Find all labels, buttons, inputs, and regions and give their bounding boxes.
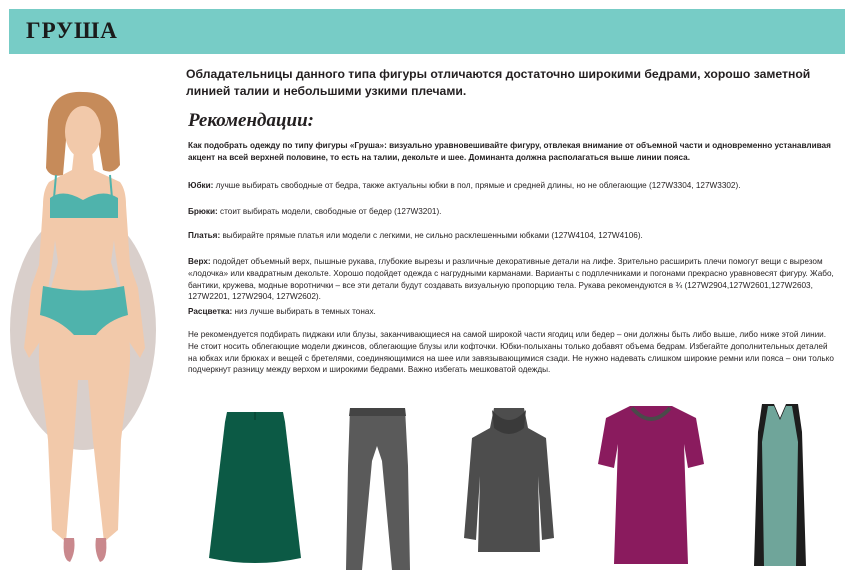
avoid-advice: Не рекомендуется подбирать пиджаки или блузы, заканчивающиеся на самой широкой части ягодиц или бедер – они должны быть либо выше, либо ниже этой линии. Не стоит носить облегающие модели джинсов, облегающие блузы или кофточки. Юбки-полыханы только добавят объема бедрам. Избегайте дополнительных деталей на юбках или брюках и вещей с бретелями, соединяющимися на шее или завязывающимися сзади. Не нужно надевать слишком широкие ремни или пояса – они только подчеркнут разницу между верхом и широкими бедрами. Важно избегать мешковатой одежды. xyxy=(188,330,834,375)
sequin-dress-image xyxy=(750,402,810,570)
top-advice: Верх: подойдет объемный верх, пышные рукава, глубокие вырезы и различные декоративные детали на лифе. Зрительно расширить плечи помогут вещи с вырезом «лодочка» или квадратным декольте. Хорошо подойдет одежда с нагрудными карманами. Варианты с подплечниками и погонами прекрасно уравновесят фигуру. Жабо, бантики, кружева, модные воротнички – все эти детали будут создавать визуальную пропорцию тела. Рукава рекомендуются в ¾ (127W2904,127W2601,127W2603, 127W2201, 127W2904, 127W2602). xyxy=(188,257,834,302)
dresses-advice: Платья: выбирайте прямые платья или модели с легкими, не сильно расклешенными юбками (127W4104, 127W4106). xyxy=(188,231,643,240)
pear-figure-illustration xyxy=(8,90,173,570)
general-advice: Как подобрать одежду по типу фигуры «Груша»: визуально уравновешивайте фигуру, отвлекая внимание от объемной части и одновременно устанавливая акцент на всей верхней половине, то есть на талии, декольте и шее. Доминанта должна располагаться выше линии пояса. xyxy=(188,141,831,162)
skirts-advice: Юбки: лучше выбирать свободные от бедра, также актуальны юбки в пол, прямые и средней длины, но не облегающие (127W3304, 127W3302). xyxy=(188,181,741,190)
header-bar xyxy=(9,9,845,54)
purple-dress-image xyxy=(596,404,706,569)
grey-trousers-image xyxy=(340,406,415,574)
recommendations-heading: Рекомендации: xyxy=(188,110,314,131)
grey-sweater-image xyxy=(462,406,557,556)
green-skirt-image xyxy=(205,408,305,568)
trousers-advice: Брюки: стоит выбирать модели, свободные от бедер (127W3201). xyxy=(188,207,442,216)
intro-text: Обладательницы данного типа фигуры отличаются достаточно широкими бедрами, хорошо заметной линией талии и небольшими узкими плечами. xyxy=(186,67,811,98)
color-advice: Расцветка: низ лучше выбирать в темных тонах. xyxy=(188,307,376,316)
page-title: ГРУША xyxy=(26,18,118,43)
